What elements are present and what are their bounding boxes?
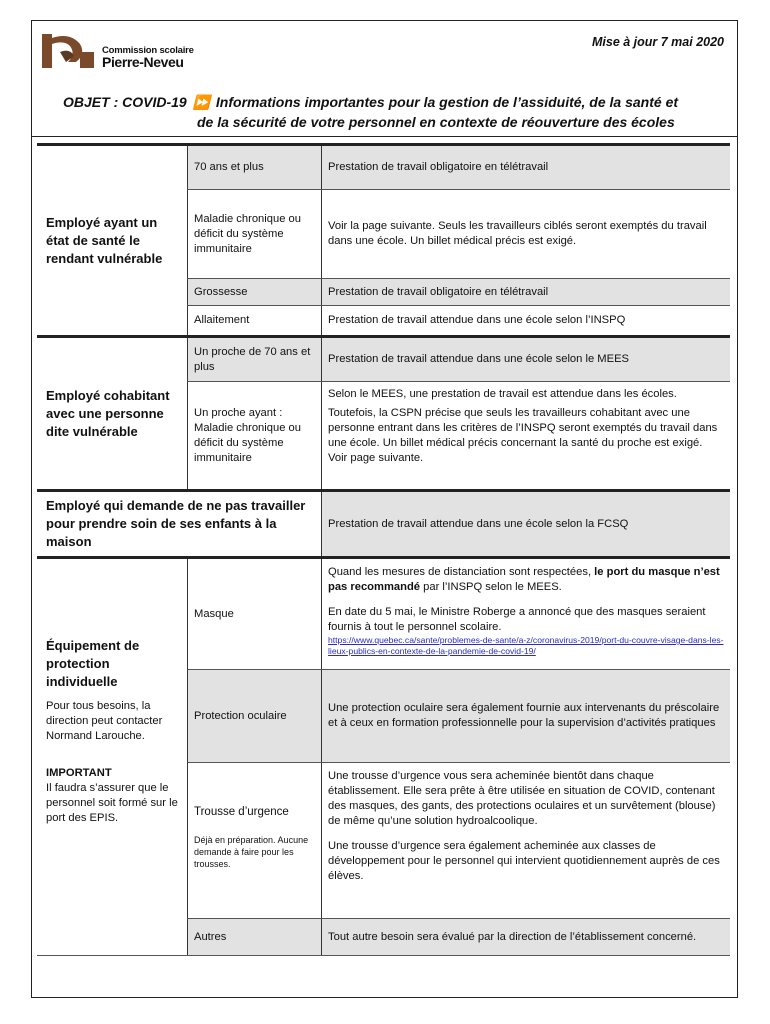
- section2-desc-2: [322, 387, 730, 489]
- important-text: Il faudra s’assurer que le personnel soit formé sur le port des EPIS.: [46, 782, 178, 824]
- trousse-p2: Une trousse d’urgence sera également acheminée aux classes de développement pour le personnel qui intervient quotidiennement auprès de ces élèves.: [328, 840, 720, 882]
- divider: [31, 136, 738, 137]
- trousse-sub: Trousse d’urgence: [194, 806, 289, 818]
- masque-p1-a: Quand les mesures de distanciation sont respectées,: [328, 566, 595, 578]
- logo-mark: [40, 32, 96, 70]
- section2-sub-1: Un proche de 70 ans et plus: [187, 338, 322, 381]
- org-name-line2: Pierre-Neveu: [102, 54, 184, 70]
- section3-label: Employé qui demande de ne pas travailler pour prendre soin de ses enfants à la maison: [37, 492, 322, 556]
- update-date: Mise à jour 7 mai 2020: [591, 35, 724, 49]
- trousse-p1: Une trousse d’urgence vous sera acheminée bientôt dans chaque établissement. Elle sera prête à être utilisée en situation de COVID, contenant des masques, des gants, des protections oculaires et un survêtement (blouse) de même qu’une solution hydroalcoolique.: [328, 770, 716, 827]
- masque-p2: En date du 5 mai, le Ministre Roberge a annoncé que des masques seraient fournis à tout le personnel scolaire.: [328, 606, 706, 633]
- double-arrow-icon: ⏩: [192, 94, 211, 110]
- section1-label: Employé ayant un état de santé le rendant vulnérable: [46, 214, 163, 266]
- trousse-sub-block: [187, 763, 322, 918]
- org-name-line1: Commission scolaire: [102, 45, 194, 56]
- autres-desc: Tout autre besoin sera évalué par la direction de l’établissement concerné.: [322, 919, 730, 955]
- trousse-desc: [322, 769, 730, 918]
- section2-desc-2-p2: Toutefois, la CSPN précise que seuls les travailleurs cohabitant avec une personne entrant dans les critères de l’INSPQ seront exemptés du travail dans une école. Un billet médical précis concernant la santé du proche est exigé. Voir page suivante.: [328, 407, 718, 464]
- subject-line2: de la sécurité de votre personnel en contexte de réouverture des écoles: [197, 114, 675, 130]
- subject-prefix: OBJET : COVID-19: [63, 94, 187, 110]
- section1-desc-2: Voir la page suivante. Seuls les travailleurs ciblés seront exemptés du travail dans une école. Un billet médical précis est exigé.: [328, 220, 707, 247]
- masque-sub: Masque: [187, 559, 322, 669]
- trousse-sub-note: Déjà en préparation. Aucune demande à faire pour les trousses.: [194, 835, 309, 869]
- section1-desc-4: Prestation de travail attendue dans une école selon l’INSPQ: [328, 314, 626, 326]
- masque-p1-c: par l’INSPQ selon le MEES.: [420, 581, 562, 593]
- section4-label: Équipement de protection individuelle: [46, 638, 140, 689]
- logo: [40, 32, 200, 72]
- section2-label: Employé cohabitant avec une personne dite vulnérable: [46, 387, 170, 439]
- masque-p1-b: le port du masque n’est pas recommandé: [328, 566, 720, 593]
- section-divider: [37, 556, 730, 559]
- section4-note: Pour tous besoins, la direction peut contacter Normand Larouche.: [46, 700, 163, 742]
- section1-sub-2: Maladie chronique ou déficit du système immunitaire: [187, 190, 322, 278]
- section1-desc-3: Prestation de travail obligatoire en télétravail: [322, 279, 730, 305]
- section1-sub-4: Allaitement: [187, 306, 322, 335]
- subject-line1: Informations importantes pour la gestion de l’assiduité, de la santé et: [215, 94, 679, 110]
- section1-sub-1: 70 ans et plus: [187, 146, 322, 189]
- masque-desc: [322, 565, 730, 669]
- important-title: IMPORTANT: [46, 767, 112, 779]
- section1-desc-1: Prestation de travail obligatoire en télétravail: [322, 146, 730, 189]
- section3-desc: Prestation de travail attendue dans une école selon la FCSQ: [322, 492, 730, 556]
- section2-desc-2-p1: Selon le MEES, une prestation de travail est attendue dans les écoles.: [328, 388, 677, 400]
- section2-desc-1: Prestation de travail attendue dans une école selon le MEES: [322, 338, 730, 381]
- oculaire-sub: Protection oculaire: [187, 670, 322, 762]
- masque-p1: [328, 565, 724, 595]
- section1-sub-3: Grossesse: [187, 279, 322, 305]
- autres-sub: Autres: [187, 919, 322, 955]
- section4-label-block: [37, 637, 187, 826]
- section2-sub-2: Un proche ayant : Maladie chronique ou déficit du système immunitaire: [187, 382, 322, 489]
- masque-link[interactable]: https://www.quebec.ca/sante/problemes-de-sante/a-z/coronavirus-2019/port-du-couvre-visage-dans-les-lieux-publics-en-contexte-de-la-pandemie-de-covid-19/: [328, 635, 724, 656]
- oculaire-desc: Une protection oculaire sera également fournie aux intervenants du préscolaire et à ceux en formation professionnelle pour la supervision d’activités pratiques: [322, 670, 730, 762]
- table-bottom-line: [37, 955, 730, 956]
- subject: [63, 92, 733, 132]
